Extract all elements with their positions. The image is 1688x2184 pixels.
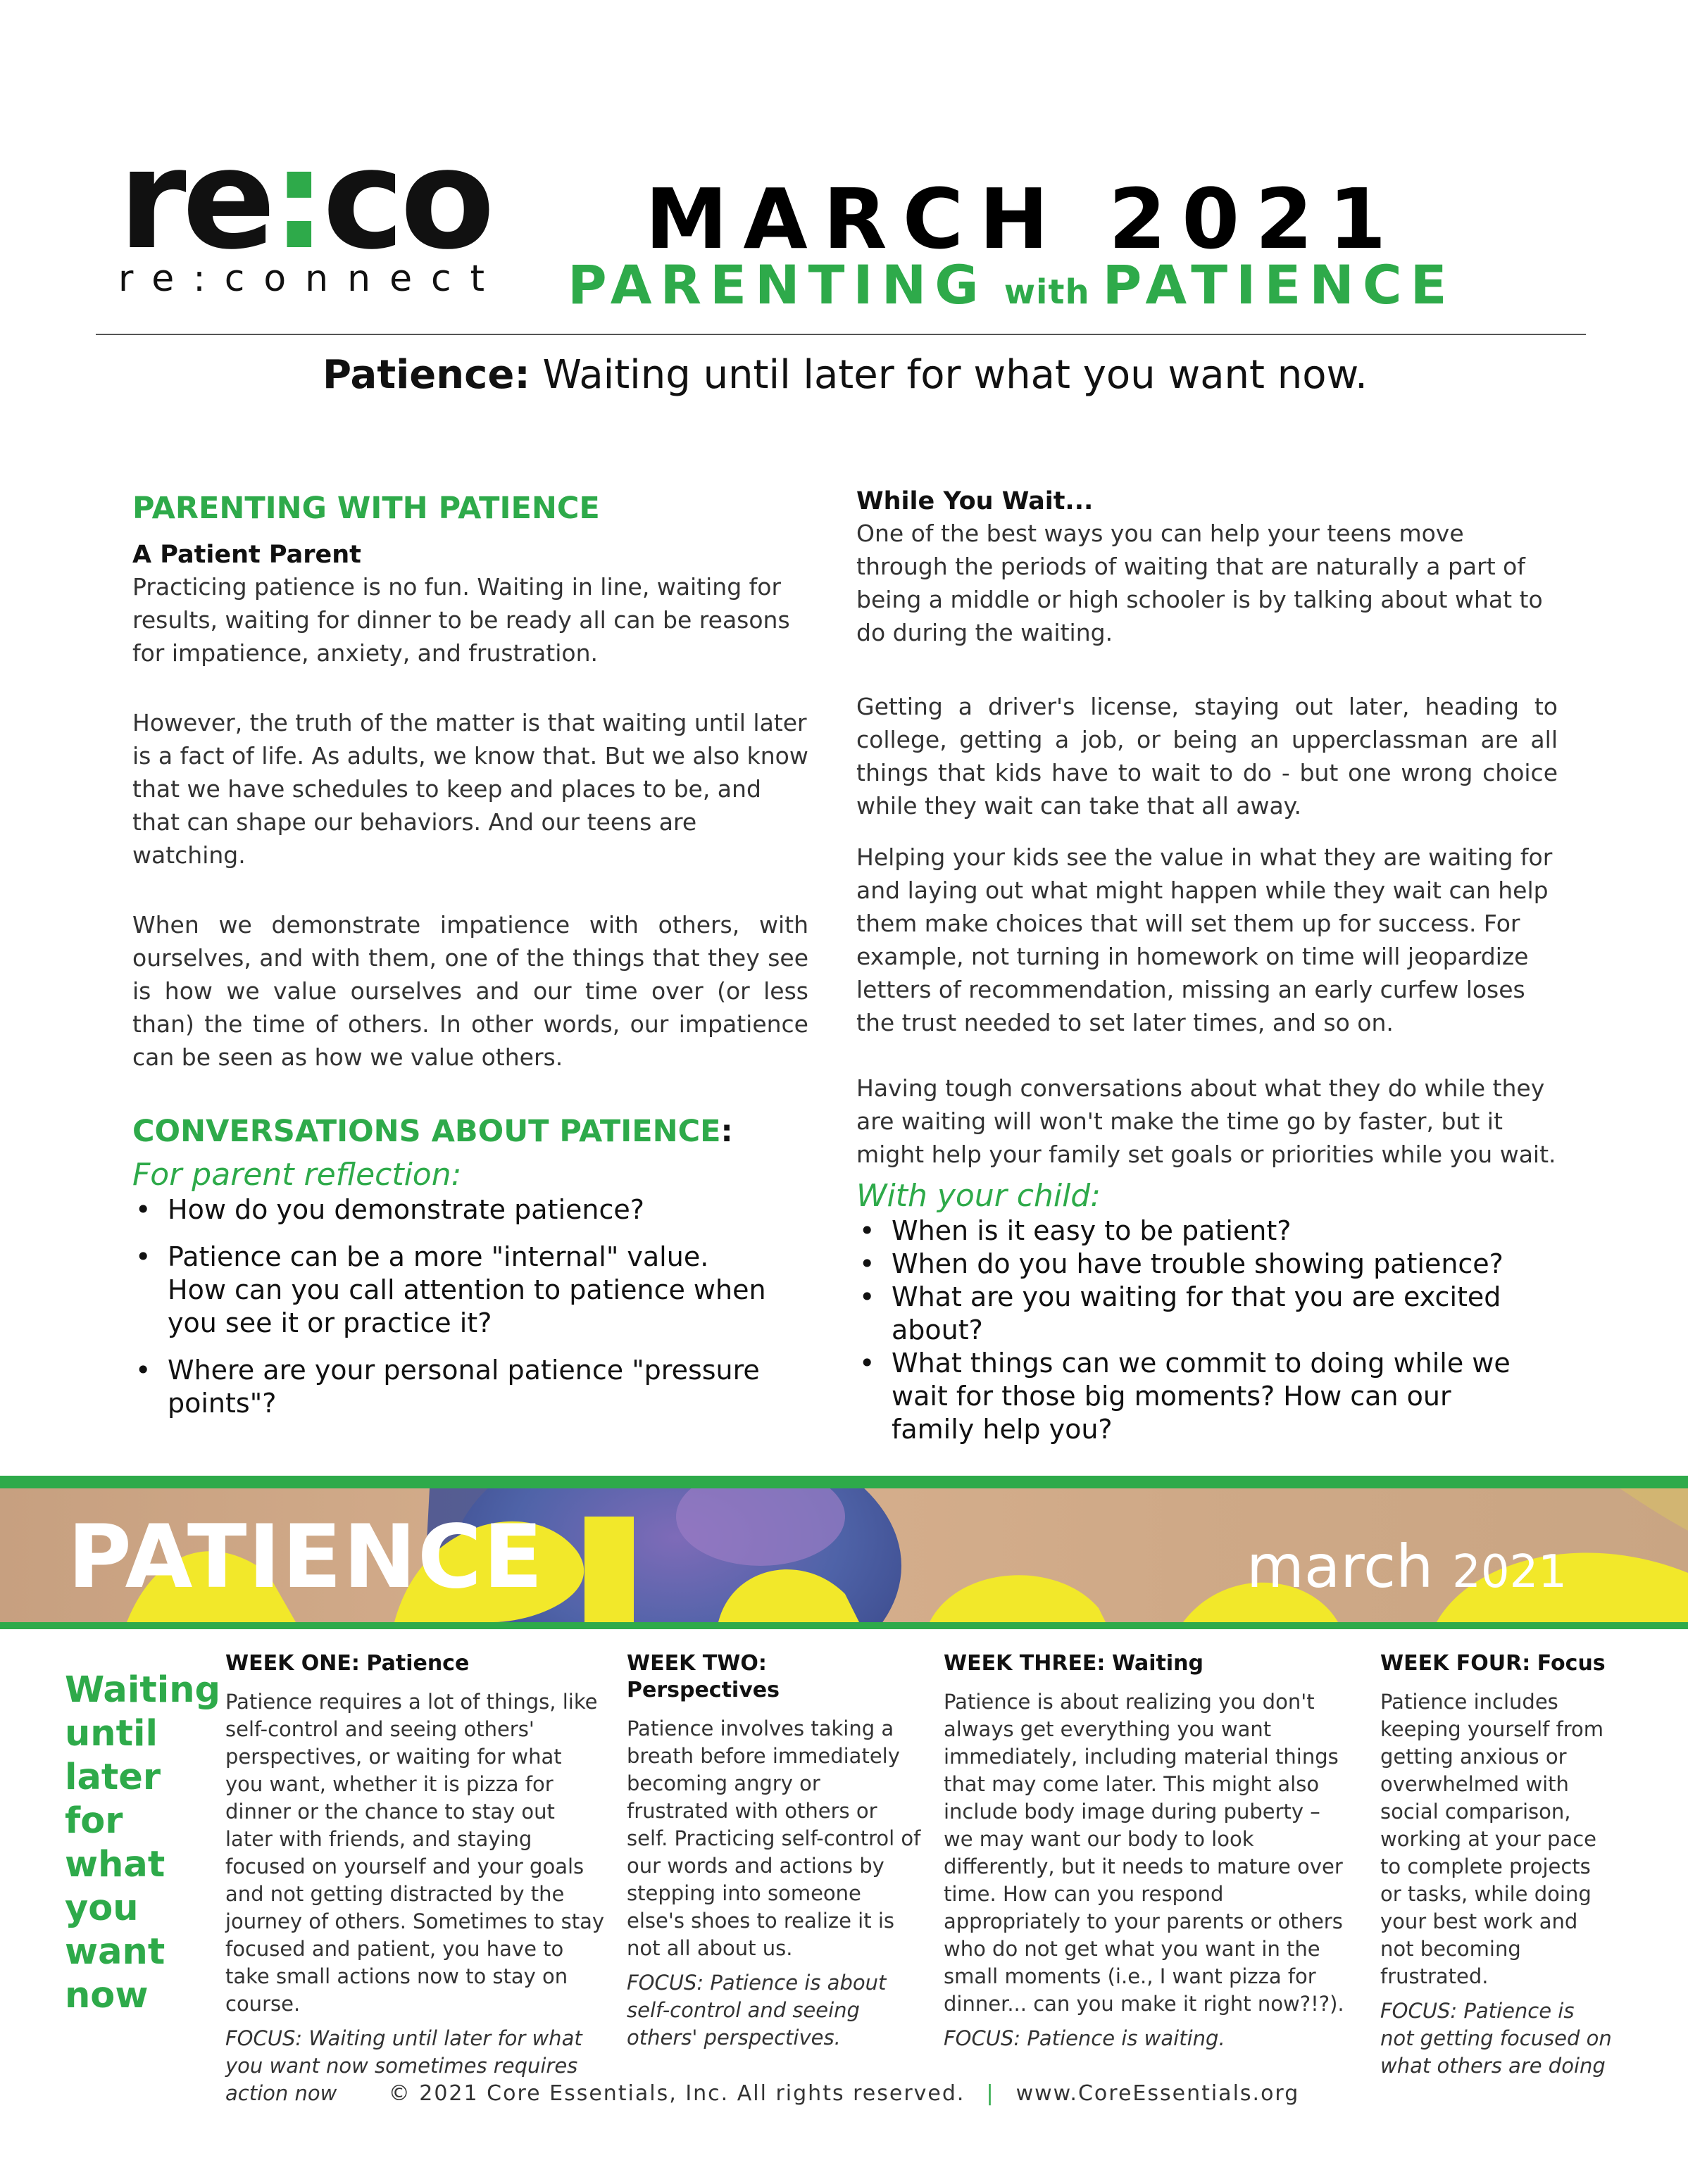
child-list (856, 1215, 1532, 1446)
right-column (856, 486, 1558, 1446)
list-item: • When do you have trouble showing patience? (856, 1248, 1532, 1281)
definition-text: Waiting until later for what you want now. (542, 352, 1368, 398)
week-body: Patience includes keeping yourself from getting anxious or overwhelmed with social comparison, working at your pace to complete projects or tasks, while doing your best work and not becoming frustrated. (1380, 1690, 1604, 1988)
definition (211, 346, 1479, 404)
week-label: WEEK FOUR: (1380, 1651, 1531, 1676)
section-title: PARENTING WITH PATIENCE (132, 491, 600, 526)
week-four (1380, 1650, 1613, 2080)
list-item: • What are you waiting for that you are excited about? (856, 1281, 1532, 1347)
reflection-list (132, 1193, 766, 1420)
week-label: WEEK THREE: (944, 1651, 1106, 1676)
definition-term: Patience: (323, 352, 530, 398)
week-two (627, 1650, 923, 2052)
week-topic: Focus (1537, 1651, 1606, 1676)
left-column (132, 490, 808, 1420)
right-paragraph-2: Getting a driver's license, staying out later, heading to college, getting a job, or being an upperclassman are all things that kids have to wait to do - but one wrong choice while they wait can take that all away. (856, 693, 1558, 820)
logo-part1: re (118, 120, 272, 280)
conversations-title: CONVERSATIONS ABOUT PATIENCE: (132, 1114, 733, 1149)
logo-colon: : (271, 120, 323, 280)
while-you-wait-heading: While You Wait... (856, 487, 1094, 515)
footer-url: www.CoreEssentials.org (1015, 2081, 1300, 2106)
list-item: • When is it easy to be patient? (856, 1215, 1532, 1248)
theme-word-parenting: PARENTING (568, 253, 987, 316)
child-title: With your child: (856, 1178, 1101, 1214)
month-title: MARCH 2021 (645, 170, 1402, 268)
left-paragraph-2: However, the truth of the matter is that waiting until later is a fact of life. As adults, we know that. But we also know that we have schedules to keep and places to be, and that can shape our behaviors. And our teens are watching. (132, 709, 808, 869)
week-one (225, 1650, 606, 2107)
week-three (944, 1650, 1352, 2052)
week-label: WEEK TWO: (627, 1651, 767, 1676)
week-tagline: Waiting until later for what you want now (65, 1669, 221, 2016)
week-topic: Patience (366, 1651, 470, 1676)
theme-word-patience: PATIENCE (1102, 253, 1456, 316)
logo-part2: co (322, 120, 491, 280)
week-focus: FOCUS: Waiting until later for what you want now sometimes requires action now (225, 2026, 582, 2105)
subheading: A Patient Parent (132, 541, 361, 569)
copyright: © 2021 Core Essentials, Inc. All rights reserved. (388, 2081, 965, 2106)
banner-top-stripe (0, 1476, 1688, 1488)
week-body: Patience is about realizing you don't always get everything you want immediately, including material things that may come later. This might also include body image during puberty – we may want our body to look differently, but it needs to mature over time. How can you respond appropriately to your parents or others who do not get what you want in the small moments (i.e., I want pizza for dinner... can you make it right now?!?). (944, 1690, 1344, 2016)
header-divider (96, 334, 1586, 335)
list-item: • How do you demonstrate patience? (132, 1193, 766, 1226)
list-item: • Patience can be a more "internal" value. How can you call attention to patience when you see it or practice it? (132, 1241, 766, 1340)
list-item: • Where are your personal patience "pressure points"? (132, 1354, 766, 1420)
week-body: Patience involves taking a breath before immediately becoming angry or frustrated with others or self. Practicing self-control of our words and actions by stepping into someone else's shoes to realize it is not all about us. (627, 1717, 921, 1960)
logo-tagline: re:connect (118, 258, 504, 300)
banner-bottom-stripe (0, 1622, 1688, 1629)
week-body: Patience requires a lot of things, like self-control and seeing others' perspectives, or waiting for what you want, whether it is pizza for dinner or the chance to stay out later with friends, and staying focused on yourself and your goals and not getting distracted by the journey of others. Sometimes to stay focused and patient, you have to take small actions now to stay on course. (225, 1690, 605, 2016)
list-item: • What things can we commit to doing while we wait for those big moments? How can our family help you? (856, 1347, 1532, 1446)
week-topic: Waiting (1111, 1651, 1204, 1676)
footer-separator: | (986, 2081, 995, 2106)
week-label: WEEK ONE: (225, 1651, 360, 1676)
left-paragraph-3: When we demonstrate impatience with others, with ourselves, and with them, one of the things that they see is how we value ourselves and our time over (or less than) the time of others. In other words, our impatience can be seen as how we value others. (132, 911, 808, 1071)
banner-month: march 2021 (1246, 1532, 1567, 1601)
week-focus: FOCUS: Patience is not getting focused on what others are doing (1380, 1999, 1612, 2078)
theme-title (568, 253, 1456, 316)
week-focus: FOCUS: Patience is waiting. (944, 2026, 1225, 2050)
right-paragraph-4: Having tough conversations about what they do while they are waiting will won't make the time go by faster, but it might help your family set goals or priorities while you wait. (856, 1074, 1556, 1168)
right-paragraph-1: One of the best ways you can help your teens move through the periods of waiting that are naturally a part of being a middle or high schooler is by talking about what to do during the waiting. (856, 520, 1543, 646)
left-paragraph-1: Practicing patience is no fun. Waiting in line, waiting for results, waiting for dinner to be ready all can be reasons for impatience, anxiety, and frustration. (132, 573, 790, 667)
week-topic: Perspectives (627, 1678, 780, 1702)
week-focus: FOCUS: Patience is about self-control and seeing others' perspectives. (627, 1971, 887, 2050)
right-paragraph-3: Helping your kids see the value in what they are waiting for and laying out what might happen while they wait can help them make choices that will set them up for success. For example, not turning in homework on time will jeopardize letters of recommendation, missing an early curfew loses the trust needed to set later times, and so on. (856, 843, 1553, 1036)
footer (0, 2081, 1688, 2106)
banner-title: PATIENCE (68, 1507, 544, 1608)
reflection-title: For parent reflection: (132, 1157, 462, 1193)
theme-word-with: with (1004, 272, 1090, 312)
